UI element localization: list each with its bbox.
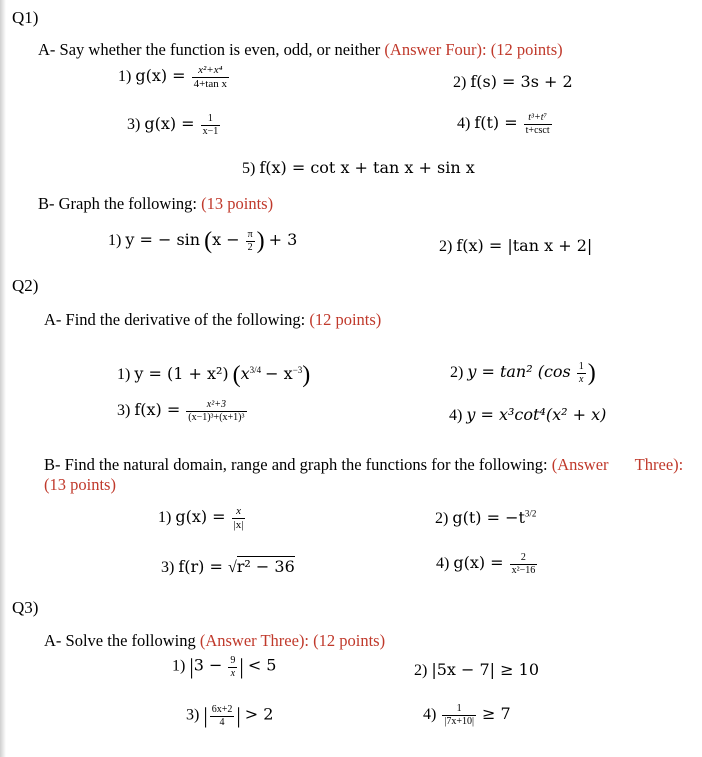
item-number: 2) — [453, 74, 467, 91]
q2-a-item-4 — [449, 405, 606, 425]
q1-a-item-3 — [127, 113, 222, 138]
abs-bar-left: | — [189, 654, 194, 679]
q3-a-item-4 — [423, 703, 511, 728]
numerator: 1 — [201, 113, 221, 126]
abs-bar-right: | — [236, 703, 241, 728]
expression: y = x³cot⁴(x² + x) — [466, 405, 607, 424]
q1-a-points: (Answer Four): (12 points) — [384, 40, 563, 59]
denominator: x — [579, 374, 584, 385]
page-edge-shadow — [0, 0, 6, 757]
numerator: π — [247, 229, 253, 240]
open-paren: ( — [204, 228, 213, 254]
q3-a-points: (Answer Three): (12 points) — [199, 631, 386, 650]
exponent: −3 — [292, 364, 303, 375]
item-number: 3) — [161, 559, 175, 576]
fraction — [577, 361, 586, 386]
q1-a-heading — [38, 40, 563, 60]
denominator: t+csct — [525, 125, 550, 136]
close-paren: ) — [587, 360, 596, 386]
q2-a-heading — [44, 310, 381, 330]
item-number: 2) — [450, 364, 464, 382]
item-number: 1) — [172, 657, 186, 675]
denominator: |7x+10| — [444, 716, 474, 727]
item-number: 1) — [158, 509, 172, 527]
q2-a-item-1 — [117, 362, 310, 389]
denominator: 4 — [219, 716, 225, 728]
q2-b-item-2 — [435, 508, 536, 528]
q1-a-item-5 — [242, 158, 475, 178]
expression: f(s) = 3s + 2 — [470, 72, 573, 91]
q1-b-heading — [38, 194, 273, 214]
q3-a-item-3 — [186, 703, 273, 729]
item-number: 3) — [127, 116, 141, 134]
item-number: 1) — [108, 232, 122, 250]
fraction — [201, 113, 221, 138]
q2-a-heading-text: A- Find the derivative of the following: — [44, 310, 306, 329]
q2-b-heading — [44, 455, 684, 495]
radicand: r² − 36 — [236, 557, 295, 576]
numerator: 1 — [578, 361, 584, 372]
expr-b: x — [240, 364, 250, 384]
relation: < 5 — [247, 655, 277, 675]
q1-a-item-2 — [453, 72, 573, 92]
q2-b-item-4 — [436, 552, 539, 577]
numerator: x²+x⁴ — [192, 64, 229, 78]
q1-b-points: (13 points) — [201, 194, 274, 213]
expr-lhs: g(t) = −t — [452, 508, 525, 527]
exponent: 3/4 — [249, 364, 262, 375]
q1-a-item-1 — [118, 64, 231, 91]
expr-inner: x − — [212, 230, 240, 250]
expr-lhs: f(r) = — [178, 557, 228, 576]
fraction — [228, 655, 237, 680]
q1-b-item-1 — [108, 228, 297, 255]
q3-a-item-2 — [414, 660, 539, 680]
q2-b-item-1 — [158, 505, 247, 532]
relation: > 2 — [244, 704, 274, 724]
item-number: 4) — [423, 706, 437, 724]
q2-b-points-1: (Answer — [551, 455, 609, 474]
q1-a-item-4 — [457, 112, 554, 137]
item-number: 1) — [118, 68, 132, 86]
fraction — [442, 703, 476, 728]
abs-bar-left: | — [203, 703, 208, 728]
item-number: 4) — [457, 115, 471, 133]
q3-a-heading — [44, 631, 385, 651]
item-number: 4) — [436, 555, 450, 573]
item-number: 2) — [435, 510, 449, 527]
numerator: 2 — [510, 552, 538, 565]
q2-b-points-2: Three): (13 points) — [44, 455, 684, 494]
expr-post: + 3 — [268, 230, 298, 250]
q3-a-heading-text: A- Solve the following — [44, 631, 196, 650]
item-number: 4) — [449, 407, 463, 424]
denominator: 2 — [247, 242, 253, 253]
numerator: x — [232, 505, 246, 519]
abs-bar-right: | — [239, 654, 244, 679]
denominator: x−1 — [202, 126, 219, 137]
expr-inner: 3 − — [193, 655, 223, 675]
q1-a-heading-text: A- Say whether the function is even, odd, or neither — [38, 40, 381, 59]
item-number: 3) — [117, 402, 131, 420]
item-number: 2) — [439, 238, 453, 255]
fraction — [192, 64, 229, 91]
expr-c: − x — [265, 364, 293, 384]
expr-lhs: g(x) = — [144, 114, 195, 134]
denominator: x — [230, 667, 236, 679]
expr-lhs: f(x) = — [134, 400, 181, 420]
q3-a-item-1 — [172, 654, 276, 680]
numerator: t³+t⁷ — [524, 112, 552, 125]
fraction — [186, 399, 246, 424]
expr-pre: y = tan² (cos — [467, 362, 571, 382]
expr-pre: y = − sin — [125, 230, 201, 250]
numerator: x²+3 — [186, 399, 246, 412]
denominator: x²−16 — [511, 565, 536, 576]
expr-a: y = (1 + x²) — [134, 364, 229, 384]
numerator: 1 — [442, 703, 476, 716]
item-number: 5) — [242, 160, 256, 177]
q1-b-heading-text: B- Graph the following: — [38, 194, 198, 213]
close-paren: ) — [256, 228, 265, 254]
expression: f(x) = |tan x + 2| — [456, 236, 593, 255]
expr-lhs: f(t) = — [474, 113, 518, 133]
exponent: 3/2 — [524, 508, 537, 519]
q2-a-points: (12 points) — [309, 310, 382, 329]
fraction — [510, 552, 538, 577]
expression: f(x) = cot x + tan x + sin x — [259, 158, 475, 177]
q2-b-heading-text: B- Find the natural domain, range and graph the functions for the following: — [44, 455, 548, 474]
numerator: 6x+2 — [211, 703, 233, 715]
item-number: 2) — [414, 662, 428, 679]
q2-a-item-3 — [117, 399, 249, 424]
q2-title: Q2) — [12, 276, 39, 295]
denominator: |x| — [233, 519, 244, 531]
q1-b-item-2 — [439, 236, 592, 256]
expr-lhs: g(x) = — [453, 553, 504, 573]
expr-lhs: g(x) = — [175, 507, 226, 527]
item-number: 1) — [117, 366, 131, 384]
relation: ≥ 7 — [481, 704, 511, 724]
sqrt-symbol: √ — [227, 559, 237, 576]
denominator: 4+tan x — [193, 78, 227, 90]
q3-title: Q3) — [12, 598, 39, 617]
fraction — [232, 505, 246, 532]
q2-b-item-3 — [161, 557, 295, 577]
fraction — [210, 704, 235, 729]
denominator: (x−1)³+(x+1)³ — [188, 412, 245, 423]
q1-title: Q1) — [12, 8, 39, 27]
fraction — [246, 229, 255, 254]
expression: |5x − 7| ≥ 10 — [431, 660, 540, 679]
expr-lhs: g(x) = — [135, 66, 186, 86]
item-number: 3) — [186, 706, 200, 724]
close-paren: ) — [302, 362, 311, 388]
open-paren: ( — [232, 362, 241, 388]
fraction — [524, 112, 552, 137]
q2-a-item-2 — [450, 360, 596, 387]
numerator: 9 — [230, 654, 236, 666]
